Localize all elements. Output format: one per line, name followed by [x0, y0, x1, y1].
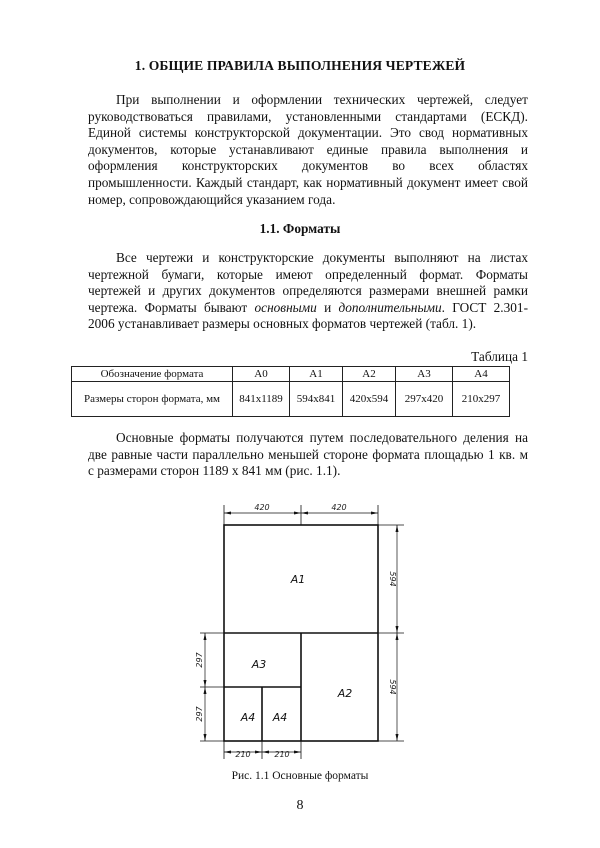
formats-paragraph: [88, 250, 528, 333]
emphasis-basic: основными: [254, 299, 317, 315]
label-a2: А2: [337, 687, 353, 700]
table-cell: А1: [290, 367, 343, 382]
emphasis-additional: дополнительными: [338, 299, 442, 315]
label-a3: А3: [251, 658, 267, 671]
intro-line: документов, которые устанавливают единые правила выполнения и: [88, 141, 528, 157]
dim-right-lower: 594: [388, 679, 397, 695]
intro-line: руководствоваться правилами, установленными стандартами (ЕСКД).: [88, 108, 528, 124]
table-cell: 594х841: [290, 382, 343, 417]
table-cell: А4: [453, 367, 510, 382]
dim-bottom-right: 210: [274, 750, 290, 759]
label-a1: А1: [290, 573, 306, 586]
dim-left-lower: 297: [195, 706, 204, 722]
chapter-heading: 1. ОБЩИЕ ПРАВИЛА ВЫПОЛНЕНИЯ ЧЕРТЕЖЕЙ: [134, 58, 466, 73]
division-line: с размерами сторон 1189 х 841 мм (рис. 1.1).: [88, 463, 341, 479]
dim-left-upper: 297: [195, 652, 204, 668]
intro-line: промышленности. Каждый стандарт, как нормативный документ имеет свой: [88, 174, 528, 190]
page-number: 8: [296, 798, 304, 813]
formats-text: . ГОСТ 2.301-: [441, 299, 528, 315]
table-cell: 210х297: [453, 382, 510, 417]
formats-text: чертежа. Форматы бывают: [88, 299, 248, 315]
dim-top-left: 420: [254, 503, 270, 512]
table-row: [72, 367, 510, 382]
formats-line: Все чертежи и конструкторские документы выполняют на листах: [116, 250, 528, 265]
intro-line: оформления конструкторских документов во всех областях: [88, 158, 528, 174]
formats-line: чертежей и других документов определяются размерами внешней рамки: [88, 283, 528, 299]
division-line: две равные части параллельно меньшей стороне формата площадью 1 кв. м: [88, 446, 528, 462]
table-cell: 297х420: [396, 382, 453, 417]
dim-top-right: 420: [331, 503, 347, 512]
table-cell: 420х594: [343, 382, 396, 417]
formats-line: чертежной бумаги, которые имеют определенный формат. Форматы: [88, 266, 528, 282]
formats-table: [71, 366, 510, 417]
formats-line: [88, 300, 528, 317]
table-cell: Обозначение формата: [72, 367, 233, 382]
table-cell: А0: [233, 367, 290, 382]
dim-right-upper: 594: [388, 571, 397, 587]
table-cell: А2: [343, 367, 396, 382]
intro-line: номер, сопровождающийся указанием года.: [88, 191, 336, 207]
table-cell: 841х1189: [233, 382, 290, 417]
table-cell: Размеры сторон формата, мм: [72, 382, 233, 417]
formats-text: и: [324, 299, 332, 315]
intro-line: При выполнении и оформлении технических чертежей, следует: [116, 92, 528, 107]
table-cell: А3: [396, 367, 453, 382]
intro-paragraph: [88, 92, 528, 208]
table-caption: Таблица 1: [471, 349, 528, 364]
formats-diagram: [190, 495, 410, 765]
table-row: [72, 382, 510, 417]
dim-bottom-left: 210: [235, 750, 251, 759]
intro-line: Единой системы конструкторской документации. Это свод нормативных: [88, 125, 528, 141]
formats-line: 2006 устанавливает размеры основных форматов чертежей (табл. 1).: [88, 316, 477, 332]
division-line: Основные форматы получаются путем последовательного деления на: [116, 430, 528, 445]
section-heading: 1.1. Форматы: [259, 221, 341, 236]
label-a4-right: А4: [272, 711, 288, 724]
label-a4-left: А4: [240, 711, 256, 724]
figure-caption: Рис. 1.1 Основные форматы: [231, 770, 369, 782]
division-paragraph: [88, 430, 528, 480]
